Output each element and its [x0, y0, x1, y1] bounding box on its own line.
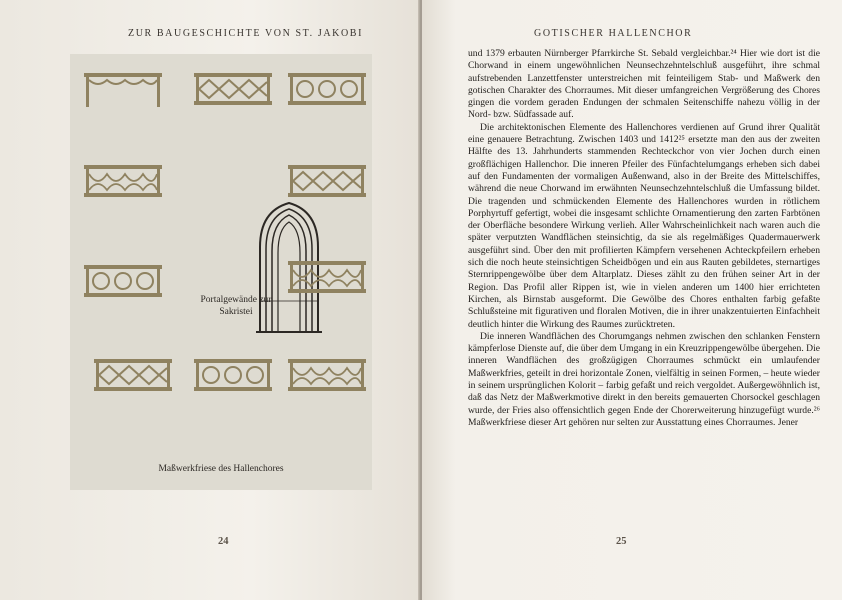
page-number-right: 25: [616, 536, 627, 547]
running-head-left: ZUR BAUGESCHICHTE VON ST. JAKOBI: [128, 28, 364, 39]
plate-caption: Maßwerkfriese des Hallenchores: [158, 464, 284, 474]
illustration-plate: [70, 54, 372, 490]
body-text: [468, 48, 820, 429]
tracery-frieze: [84, 262, 162, 300]
running-head-right: GOTISCHER HALLENCHOR: [534, 28, 693, 39]
left-page: [0, 0, 420, 600]
right-page: [422, 0, 842, 600]
paragraph: und 1379 erbauten Nürnberger Pfarrkirche St. Sebald vergleichbar.²⁴ Hier wie dort ist die Chorwand in einem ungewöhnlichen Neunsechzehntelschluß ausgeführt, ihre schmal aufstrebenden Lanzettfenster unterstreichen mit feinteiligem Stab- und Maßwerk den gotischen Charakter des Chorraumes. Mit dieser umfangreichen Vergrößerung des Chores gingen die vordem geraden Endungen der schmalen Seitenschiffe nahezu völlig in der Nord- bzw. Südfassade auf.: [468, 48, 820, 121]
tracery-frieze: [84, 70, 162, 108]
tracery-frieze: [84, 162, 162, 200]
tracery-frieze: [288, 356, 366, 394]
paragraph: Die inneren Wandflächen des Chorumgangs nehmen zwischen den schlanken Fenstern kämpferlose Dienste auf, die über dem Umgang in ein Kreuzrippengewölbe übergehen. Die inneren Wandflächen des großzügigen Chorraumes schmückt ein umlaufender Maßwerkfries, geteilt in drei horizontale Zonen, vielfältig in seinen Formen, – heute wieder in seinem ursprünglichen Kolorit – farbig gefaßt und reich vergoldet. Außergewöhnlich ist, daß das Netz der Maßwerkmotive direkt in den bereits gemauerten Chorsockel geschlagen wurde, der Fries also offensichtlich gegen Ende der Chorerweiterung hinzugefügt wurde.²⁶ Maßwerkfriese dieser Art gehören nur selten zur Ausstattung eines Chorraumes. Jener: [468, 330, 820, 428]
tracery-frieze: [288, 70, 366, 108]
page-number-left: 24: [218, 536, 229, 547]
tracery-frieze: [94, 356, 172, 394]
tracery-frieze: [194, 356, 272, 394]
tracery-frieze: [288, 258, 366, 296]
tracery-frieze: [288, 162, 366, 200]
tracery-frieze: [194, 70, 272, 108]
paragraph: Die architektonischen Elemente des Hallenchores verdienen auf Grund ihrer Qualität eine genauere Betrachtung. Zwischen 1403 und 1412²⁵ ersetzte man den aus der zweiten Hälfte des 13. Jahrhunderts stammenden Rechteckchor von vier Jochen durch einen großflächigen Hallenchor. Die inneren Pfeiler des Fünfachtelumgangs erheben sich dabei auf den Fundamenten der vormaligen Außenwand, also in der Breite des Mittelschiffes, während die neue Chorwand im erwähnten Neunsechzehntelschluß die Umfassung bildet. Die tragenden und schmückenden Elemente des Hallenchores wurden in rötlichem Porphyrtuff gefertigt, wobei die insgesamt schlichte Ornamentierung den zarten Farbtönen der Oberfläche besondere Wirkung verlieh. Aller Wahrscheinlichkeit nach waren auch die später verputzten Wandflächen steinsichtig, da sie als regelmäßiges Quadermauerwerk ausgeführt sind. Über den mit profilierten Kämpfern versehenen Achteckpfeilern erheben sich die noch heute steinsichtigen Scheidbögen und ein aus Rauten gebildetes, sternartiges Sternrippengewölbe über dem Altarplatz. Dieses zählt zu den frühen seiner Art in der Region. Das Profil aller Rippen ist, wie in vielen anderen um 1400 hier errichteten Kirchen, als Birnstab ausgeformt. Die Gewölbe des Chores enthalten farbig gefaßte Schlußsteine mit figurativen und floralen Motiven, die in ihrer unakzentuierten Einfachheit deutlich hinter die Wirkung des Raumes zurücktreten.: [468, 121, 820, 330]
portal-caption: Portalgewände zur Sakristei: [200, 295, 272, 317]
